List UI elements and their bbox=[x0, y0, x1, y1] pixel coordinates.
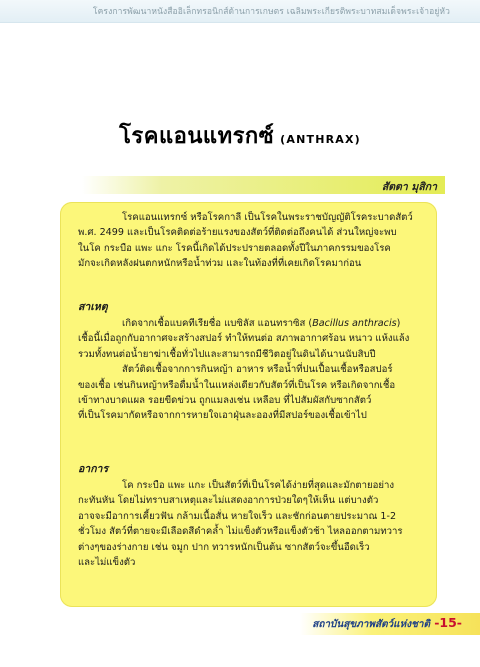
intro-line: ในโค กระบือ แพะ แกะ โรคนี้เกิดได้ประปรายตลอดทั้งปีในภาคกรรมของโรค bbox=[78, 242, 391, 254]
title-english: (ANTHRAX) bbox=[280, 133, 361, 146]
author-name: สัตตา มุสิกา bbox=[381, 181, 437, 193]
intro-line: โรคแอนแทรกซ์ หรือโรคกาลี เป็นโรคในพระราชบัญญัติโรคระบาดสัตว์ bbox=[122, 212, 413, 223]
institute-name: สถาบันสุขภาพสัตว์แห่งชาติ bbox=[312, 619, 430, 630]
title-thai: โรคแอนแทรกซ์ bbox=[119, 124, 275, 149]
author-band bbox=[82, 176, 445, 194]
cause-heading: สาเหตุ bbox=[78, 301, 108, 313]
intro-line: พ.ศ. 2499 และเป็นโรคติดต่อร้ายแรงของสัตว์ที่ติดต่อถึงคนได้ ส่วนใหญ่จะพบ bbox=[78, 227, 397, 239]
series-title: โครงการพัฒนาหนังสืออิเล็กทรอนิกส์ด้านการเกษตร เฉลิมพระเกียรติพระบาทสมเด็จพระเจ้าอยู่หัว bbox=[92, 7, 450, 17]
cause-line: ของเชื้อ เช่นกินหญ้าหรือดื่มน้ำในแหล่งเดียวกับสัตว์ที่เป็นโรค หรือเกิดจากเชื้อ bbox=[78, 379, 396, 391]
cause-text: เกิดจากเชื้อแบคทีเรียชื่อ แบซิลัส แอนทราซิส ( bbox=[122, 318, 313, 329]
symptoms-line: โค กระบือ แพะ แกะ เป็นสัตว์ที่เป็นโรคได้ง่ายที่สุดและมักตายอย่าง bbox=[122, 480, 395, 491]
symptoms-paragraph bbox=[78, 478, 423, 570]
intro-line: มักจะเกิดหลังฝนตกหนักหรือน้ำท่วม และในท้องที่ที่เคยเกิดโรคมาก่อน bbox=[78, 258, 362, 270]
cause-line: เข้าทางบาดแผล รอยขีดข่วน ถูกแมลงเช่น เหลือบ ที่ไปสัมผัสกับซากสัตว์ bbox=[78, 395, 372, 407]
symptoms-line: ต่างๆของร่างกาย เช่น จมูก ปาก ทวารหนักเป็นต้น ซากสัตว์จะขึ้นอืดเร็ว bbox=[78, 541, 370, 553]
symptoms-line: อาจจะมีอาการเคี้ยวฟัน กล้ามเนื้อสั่น หายใจเร็ว และชักก่อนตายประมาณ 1-2 bbox=[78, 510, 397, 522]
symptoms-line: และไม่แข็งตัว bbox=[78, 557, 136, 569]
running-header bbox=[0, 0, 480, 23]
page-number: -15- bbox=[434, 615, 462, 630]
intro-paragraph bbox=[78, 210, 423, 272]
symptoms-heading: อาการ bbox=[78, 463, 109, 475]
symptoms-line: กะทันหัน โดยไม่ทราบสาเหตุและไม่แสดงอาการป่วยใดๆให้เห็น แต่บางตัว bbox=[78, 495, 379, 507]
cause-line: สัตว์ติดเชื้อจากการกินหญ้า อาหาร หรือน้ำที่ปนเปื้อนเชื้อหรือสปอร์ bbox=[122, 364, 393, 376]
cause-text: ) bbox=[396, 318, 401, 329]
cause-paragraph bbox=[78, 316, 423, 424]
cause-line: ที่เป็นโรคมากัดหรือจากการหายใจเอาฝุ่นละอองที่มีสปอร์ของเชื้อเข้าไป bbox=[78, 410, 367, 422]
footer-band bbox=[300, 613, 480, 635]
cause-line: รวมทั้งทนต่อน้ำยาฆ่าเชื้อทั่วไปและสามารถมีชีวิตอยู่ในดินได้นานนับสิบปี bbox=[78, 348, 376, 360]
article-title bbox=[0, 118, 480, 153]
cause-line bbox=[78, 316, 423, 331]
symptoms-line: ชั่วโมง สัตว์ที่ตายจะมีเลือดสีดำคล้ำ ไม่แข็งตัวหรือแข็งตัวช้า ไหลออกตามทวาร bbox=[78, 526, 403, 538]
cause-line: เชื้อนี้เมื่อถูกกับอากาศจะสร้างสปอร์ ทำให้ทนต่อ สภาพอากาศร้อน หนาว แห้งแล้ง bbox=[78, 333, 410, 345]
species-name: Bacillus anthracis bbox=[312, 318, 397, 329]
